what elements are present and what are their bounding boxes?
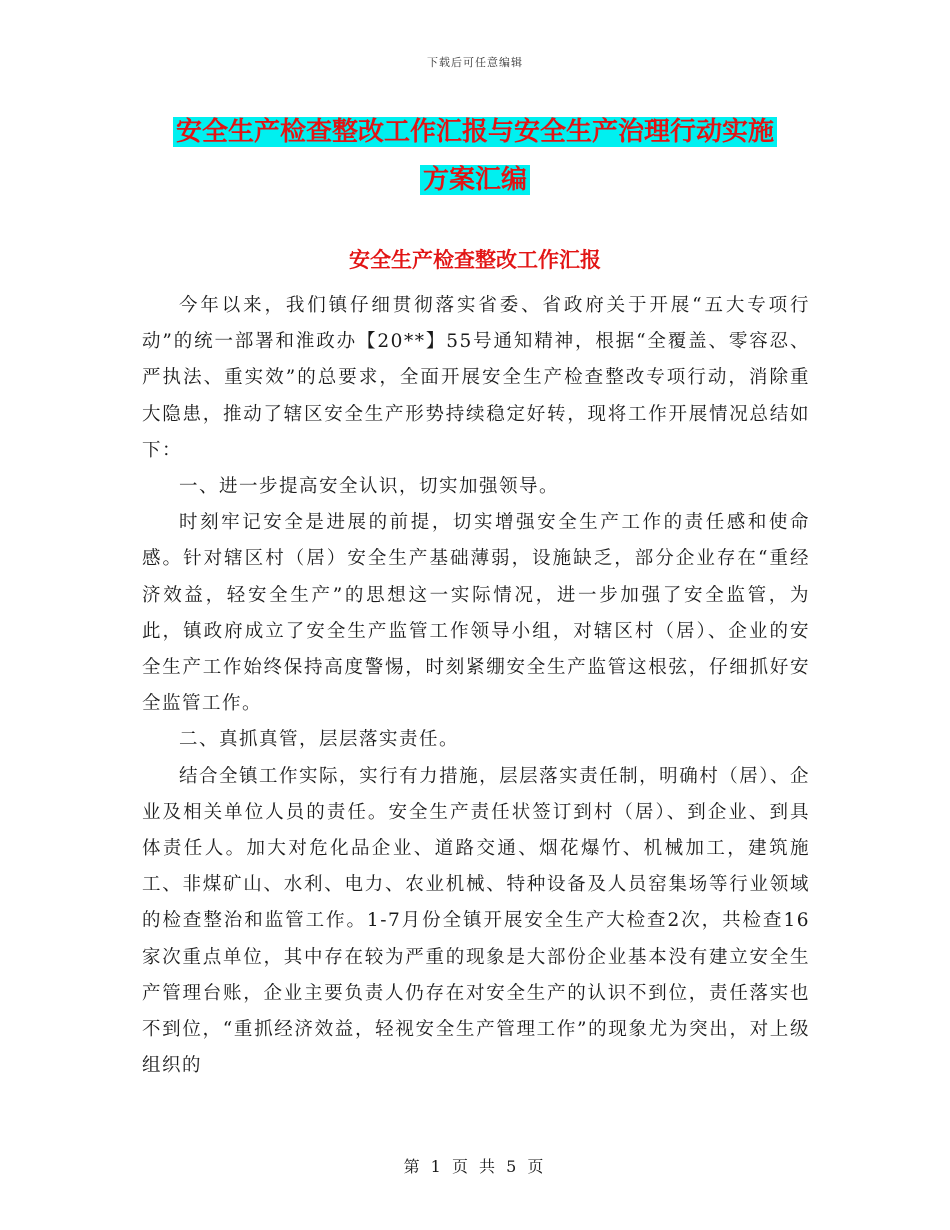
document-title-line-1: 安全生产检查整改工作汇报与安全生产治理行动实施: [173, 117, 777, 147]
paragraph: 结合全镇工作实际，实行有力措施，层层落实责任制，明确村（居）、企业及相关单位人员的责任。安全生产责任状签订到村（居）、到企业、到具体责任人。加大对危化品企业、道路交通、烟花爆竹、机械加工，建筑施工、非煤矿山、水利、电力、农业机械、特种设备及人员窑集场等行业领域的检查整治和监管工作。1-7月份全镇开展安全生产大检查2次，共检查16家次重点单位，其中存在较为严重的现象是大部份企业基本没有建立安全生产管理台账，企业主要负责人仍存在对安全生产的认识不到位，责任落实也不到位，“重抓经济效益，轻视安全生产管理工作”的现象尤为突出，对上级组织的: [142, 765, 810, 1077]
paragraph: 今年以来，我们镇仔细贯彻落实省委、省政府关于开展“五大专项行动”的统一部署和淮政办【20**】55号通知精神，根据“全覆盖、零容忍、严执法、重实效”的总要求，全面开展安全生产检查整改专项行动，消除重大隐患，推动了辖区安全生产形势持续稳定好转，现将工作开展情况总结如下：: [142, 295, 810, 461]
section-title: 安全生产检查整改工作汇报: [349, 247, 601, 272]
document-title-line-2: 方案汇编: [420, 165, 530, 195]
paragraph: 一、进一步提高安全认识，切实加强领导。: [179, 476, 560, 498]
document-body: [142, 288, 810, 1084]
header-note: 下载后可任意编辑: [427, 56, 523, 69]
document-title: [0, 108, 950, 204]
paragraph: 二、真抓真管，层层落实责任。: [179, 729, 460, 751]
page-footer: 第 1 页 共 5 页: [403, 1157, 547, 1176]
paragraph: 时刻牢记安全是进展的前提，切实增强安全生产工作的责任感和使命感。针对辖区村（居）安全生产基础薄弱，设施缺乏，部分企业存在“重经济效益，轻安全生产”的思想这一实际情况，进一步加强了安全监管，为此，镇政府成立了安全生产监管工作领导小组，对辖区村（居）、企业的安全生产工作始终保持高度警惕，时刻紧绷安全生产监管这根弦，仔细抓好安全监管工作。: [142, 512, 810, 715]
